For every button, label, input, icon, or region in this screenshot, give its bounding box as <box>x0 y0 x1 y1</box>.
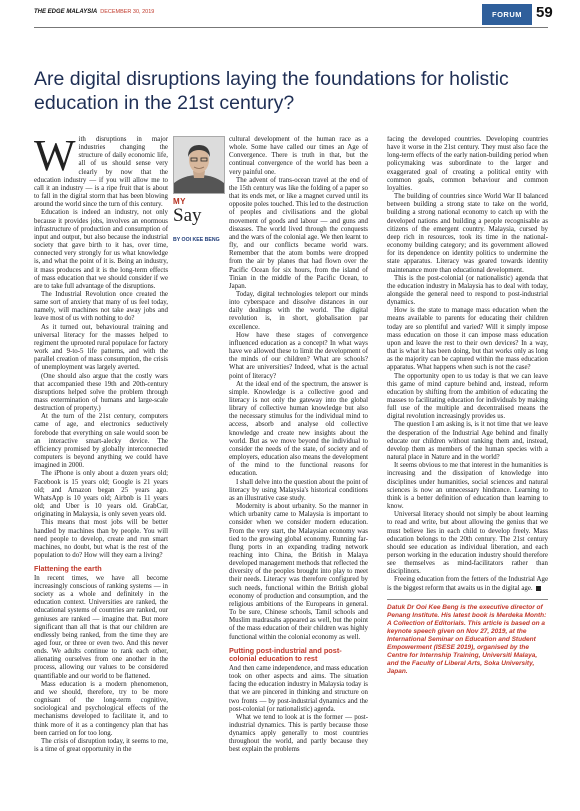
article-column-1 <box>34 136 168 800</box>
end-of-article-icon <box>536 586 541 591</box>
paragraph: (One should also argue that the costly wars that accompanied these 19th and 20th-century disruptions helped solve the problem through mass extermination of humans and large-scale destruction of property.) <box>34 372 168 413</box>
paragraph: facing the developed countries. Developing countries have it worse in the 21st century. They must also face the long-term effects of the early nation-building period when policymaking was subordinate to the larger and exaggerated goal of creating a political entity with common goals, common behaviour and common loyalties. <box>387 136 548 192</box>
paragraph: This is the post-colonial (or nationalistic) agenda that the education industry in Malaysia has to deal with today, alongside the general need to respond to post-industrial dynamics. <box>387 274 548 307</box>
paragraph: Universal literacy should not simply be about learning to read and write, but about allowing the genius that we must believe lies in each child to develop freely. Mass education belongs to the 20th century. The 21st century should see education as individual liberation, and each person working in the education industry should therefore see themselves as mind-facilitators rather than disciplinors. <box>387 511 548 576</box>
paragraph: The crisis of disruption today, it seems to me, is a time of great opportunity in the <box>34 737 168 753</box>
author-portrait-icon <box>173 136 225 194</box>
paragraph: Mass education is a modern phenomenon, and we should, therefore, try to be more cognisant of the long-term cognitive, sociological and psychological effects of the mechanisms developed to facilitate it, and to think more of it as a contingency plan that has been carried on for too long. <box>34 680 168 737</box>
paragraph: And then came independence, and mass education took on other aspects and aims. The situation facing the education industry in Malaysia today is that we are pincered in thinking and structure on two fronts — by post-industrial dynamics and the post-colonial (or nationalistic) agenda. <box>229 664 368 713</box>
paragraph: Today, digital technologies teleport our minds into cyberspace and dissolve distances in our daily dealings with the world. The digital revolution is, in short, globalisation par excellence. <box>229 290 368 331</box>
subheading: Flattening the earth <box>34 564 102 574</box>
subheading: Putting post-industrial and post-colonial education to rest <box>229 645 342 664</box>
paragraph: At the turn of the 21st century, computers came of age, and electronics seductively forebode that everything on sale would soon be an interactive smart-alecky device. The efficiency promised by globally interconnected computers is beyond anything we could have imagined in 2000. <box>34 413 168 470</box>
publication-name: THE EDGE MALAYSIA <box>34 9 98 15</box>
column-label-say: Say <box>173 205 202 226</box>
section-label: FORUM <box>492 10 522 19</box>
article-headline: Are digital disruptions laying the foundations for holistic education in the 21st century? <box>34 68 509 114</box>
column-label-my: MY <box>173 197 186 206</box>
closing-paragraph: Freeing education from the fetters of the Industrial Age is the biggest reform that awaits us in the digital age. <box>387 576 548 592</box>
paragraph: The advent of trans-ocean travel at the end of the 15th century was like the folding of a paper so that its ends met, or like a magnet curved until its opposite poles touched. This led to the destruction of peoples and civilisations and the global movement of goods and labour — and guns and diseases. The world lived through the conquests and the wars of the colonial age. We then learnt to fly, and our conflicts became world wars. Remember that the atom bombs were dropped from the air by planes that had flown over the Pacific Ocean for six hours, from the island of Tinian in the middle of the Pacific Ocean, to Japan. <box>229 176 368 290</box>
issue-date: DECEMBER 30, 2019 <box>100 9 155 15</box>
paragraph: The building of countries since World War II balanced between building a strong state to take on the world, building a strong national economy to catch up with the developed nations and building a people recognisable as citizens of the emergent country. Malaysia, cursed by deep rich in resources, took its time in the national-economy building category; and its government allowed for its dependence on identity politics to undermine the state apparatus. Literacy was geared towards identity maintenance more than educational development. <box>387 193 548 274</box>
paragraph: At the ideal end of the spectrum, the answer is simple. Knowledge is a collective good and literacy is not only the gateway into the global library of collective human knowledge but also the necessary stimulus for the individual mind to access, absorb and analyse old collective knowledge and create new insights about the world. But as we move beyond the individual to consider the needs of the state, of society and of employers, education also means the development of the mind to the functional reasons for education. <box>229 380 368 478</box>
masthead <box>34 9 154 15</box>
paragraph: The question I am asking is, is it not time that we leave the desperation of the Industrial Age behind and finally educate our children without ranking them and, instead, develop them as members of the human species with a natural place in Nature and in the world? <box>387 421 548 462</box>
article-column-2 <box>229 136 368 800</box>
paragraph: As it turned out, behavioural training and universal literacy for the masses helped to regiment the uprooted rural populace for factory work and 9-to-5 life patterns, and with the parallel creation of mass consumption, the crisis of unemployment was largely averted. <box>34 323 168 372</box>
paragraph: What we tend to look at is the former — post-industrial dynamics. This is partly because those dynamics apply generally to most countries throughout the world, and partly because they best explain the problems <box>229 713 368 754</box>
paragraph: The iPhone is only about a dozen years old; Facebook is 15 years old; Google is 21 years old; and Amazon began 25 years ago. WhatsApp is 10 years old; Airbnb is 11 years old; and Uber is 10 years old. GrabCar, originating in Malaysia, is only seven years old. <box>34 470 168 519</box>
lead-paragraph: With disruptions in major industries changing the structure of daily economic life, all of us should sense very clearly by now that the education industry — if you will allow me to call it an industry — is a ripe fruit that is about to fall in the digital storm that has been blowing around the world since the turn of this century. <box>34 136 168 209</box>
paragraph: The Industrial Revolution once created the same sort of anxiety that many of us feel today, namely, will machines not take away jobs and leave most of us with nothing to do? <box>34 290 168 323</box>
paragraph: This means that most jobs will be better handled by machines than by people. You will need people to develop, create and run smart machines, no doubt, but what is the rest of the population to do? How will they earn a living? <box>34 519 168 559</box>
paragraph: How is the state to manage mass education when the means available to parents for educating their children today are so plentiful and varied? Will it simply impose mass education on those it can impose mass education upon and leave the rest to their own devices? In a way, that is what it has been doing, but that works only as long as the majority can be captured within the mass education apparatus. What happens when such is not the case? <box>387 307 548 372</box>
paragraph: Education is indeed an industry, not only because it provides jobs, involves an enormous infrastructure of production and consumption of input and output, but also because the industrial society that gave birth to it has, over time, connected very strongly for us what knowledge is, and what the point of it is. Being an industry, it mass produces and it is the long-term effects of mass education that we should consider if we are to take full advantage of the disruptions. <box>34 209 168 290</box>
column-logo <box>173 136 225 262</box>
paragraph: How have these stages of convergence influenced education as a concept? In what ways have we allowed these to limit the development of the minds of our children? What are schools? What are universities? Indeed, what is the actual point of literacy? <box>229 331 368 380</box>
article-column-3 <box>387 136 548 800</box>
header-divider <box>34 27 548 28</box>
page-number: 59 <box>536 4 553 21</box>
author-byline: BY OOI KEE BENG <box>173 237 220 243</box>
drop-cap: W <box>34 136 76 180</box>
author-bio: Datuk Dr Ooi Kee Beng is the executive director of Penang Institute. His latest book is Merdeka Month: A Collection of Editorials. This article is based on a keynote speech given on Nov 27, 2019, at the International Seminar on Education and Student Empowerment (ISESE 2019), organised by the Centre for Internship Training, Universiti Malaya, and the Faculty of Liberal Arts, Soka University, Japan. <box>387 599 548 676</box>
paragraph: I shall delve into the question about the point of literacy by using Malaysia's historical conditions as an illustrative case study. <box>229 478 368 502</box>
paragraph: It seems obvious to me that interest in the humanities is increasing and the dissipation of knowledge into disciplines under humanities, social sciences and natural sciences is now an unnecessary hindrance. Learning to think is a better definition of education than learning to know. <box>387 462 548 511</box>
paragraph: Modernity is about urbanity. So the manner in which urbanity came to Malaysia is important to consider when we consider modern education. From the very start, the Malaysian economy was tied to the growing global economy. Running far-flung ports in an expanding trading network reaching into China, the British in Malaya developed management methods that reflected the diversity of the peoples brought into play to meet their needs. Literacy was therefore configured by such needs, functional within the British global economy of production and consumption, and the religious ambitions of the Europeans in general. To be sure, Chinese schools, Tamil schools and Muslim madrasahs appeared as well, but the point of the mass education of their children was highly functional within the colonial economy as well. <box>229 503 368 641</box>
paragraph: In recent times, we have all become increasingly conscious of ranking systems — in society as a whole and definitely in the education context. Universities are ranked, the educational systems of countries are ranked, our geniuses are ranked — imagine that. But more significant than all that is that our children are endlessly being ranked, from the time they are aged four, or three or even two. And this never ends. We adults continue to rank each other, alienating ourselves from one another in the process, allowing our values to be considered quantifiable and our world to be flattened. <box>34 574 168 680</box>
section-tab <box>482 4 532 25</box>
paragraph: cultural development of the human race as a whole. Some have called our times an Age of Convergence. There is truth in that, but the continual convergence of the world has been a very painful one. <box>229 136 368 176</box>
paragraph: The opportunity open to us today is that we can leave this game of mind capture behind and, instead, reform education by shifting from the ambition of educating the masses to facilitating education for individuals by making full use of the multiple and decentralised means the digital revolution increasingly provides us. <box>387 372 548 421</box>
